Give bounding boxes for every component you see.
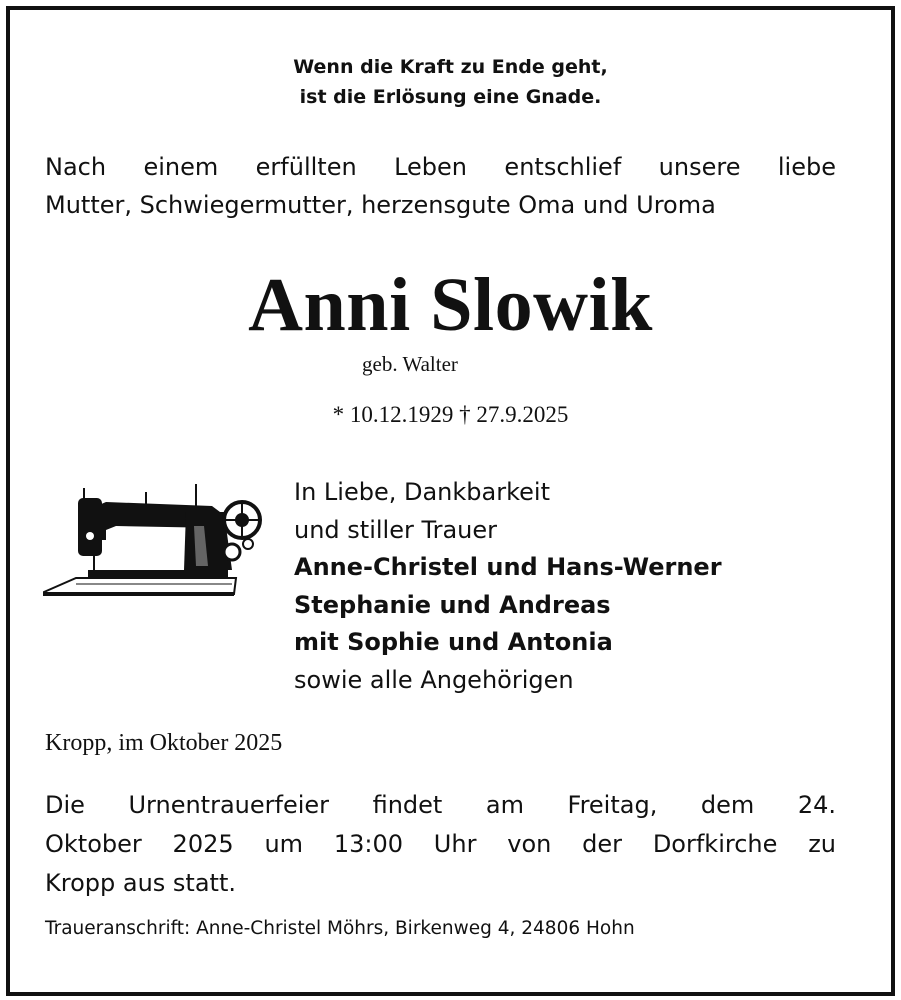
mourning-address: Traueranschrift: Anne-Christel Möhrs, Birkenweg 4, 24806 Hohn [45,918,635,939]
intro-line-2: Mutter, Schwiegermutter, herzensgute Oma und Uroma [45,191,716,219]
sewing-machine-icon [36,478,266,603]
funeral-line-2: Oktober 2025 um 13:00 Uhr von der Dorfkirche zu [45,830,836,858]
mourners-line-3: Anne-Christel und Hans-Werner [294,553,722,581]
deceased-name: Anni Slowik [248,263,653,347]
intro-line-1: Nach einem erfüllten Leben entschlief unsere liebe [45,153,836,181]
mourners-line-6: sowie alle Angehörigen [294,665,574,694]
motto-line-1: Wenn die Kraft zu Ende geht, [293,56,608,78]
mourners-line-5: mit Sophie und Antonia [294,628,613,656]
intro-text [45,148,836,224]
mourners-line-4: Stephanie und Andreas [294,590,611,619]
funeral-line-1: Die Urnentrauerfeier findet am Freitag, dem 24. [45,791,836,819]
mourners-line-1: In Liebe, Dankbarkeit [294,478,550,506]
motto-line-2: ist die Erlösung eine Gnade. [299,86,602,108]
life-dates: * 10.12.1929 † 27.9.2025 [332,402,569,427]
mourners-block [294,474,722,699]
place-date: Kropp, im Oktober 2025 [45,730,283,756]
funeral-line-3: Kropp aus statt. [45,869,236,897]
mourners-line-2: und stiller Trauer [294,515,498,544]
funeral-notice [45,786,836,903]
motto [0,52,901,112]
birth-name: geb. Walter [362,352,458,376]
